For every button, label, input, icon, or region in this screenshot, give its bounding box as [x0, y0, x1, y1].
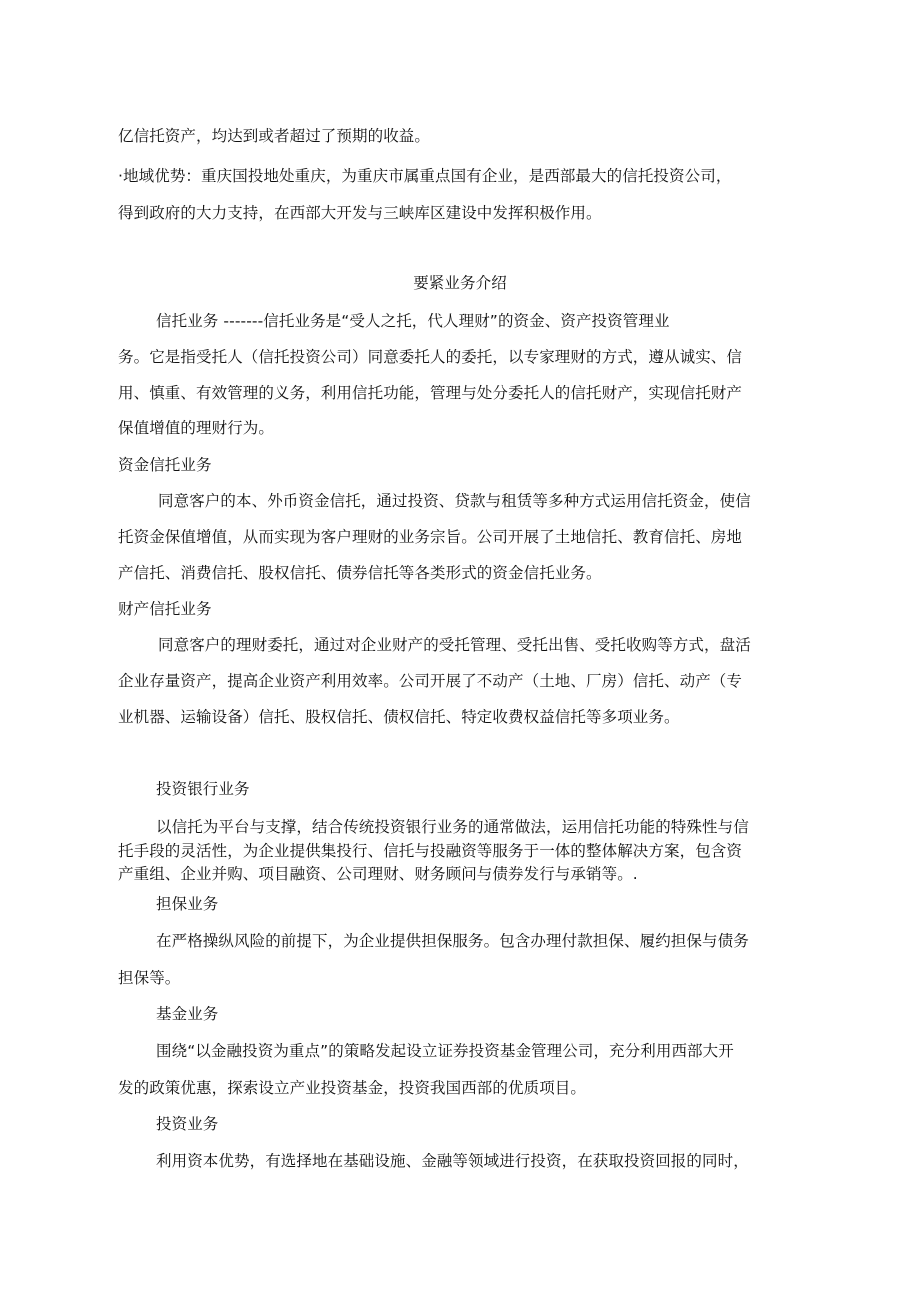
property-trust-line-2: 企业存量资产，提高企业资产利用效率。公司开展了不动产（土地、厂房）信托、动产（专 [118, 672, 743, 690]
fund-trust-line-3: 产信托、消费信托、股权信托、债券信托等各类形式的资金信托业务。 [118, 564, 602, 582]
trust-line-1: 信托业务 -------信托业务是“受人之托，代人理财”的资金、资产投资管理业 [156, 312, 670, 330]
investment-banking-line-2: 托手段的灵活性，为企业提供集投行、信托与投融资等服务于一体的整体解决方案，包含资 [118, 842, 743, 860]
fund-trust-line-2: 托资金保值增值，从而实现为客户理财的业务宗旨。公司开展了土地信托、教育信托、房地 [118, 528, 743, 546]
property-trust-line-1: 同意客户的理财委托，通过对企业财产的受托管理、受托出售、受托收购等方式，盘活 [158, 636, 751, 654]
investment-banking-line-1: 以信托为平台与支撑，结合传统投资银行业务的通常做法，运用信托功能的特殊性与信 [156, 818, 749, 836]
investment-banking-heading: 投资银行业务 [156, 780, 250, 798]
intro-line-1: 亿信托资产，均达到或者超过了预期的收益。 [118, 127, 431, 145]
investment-banking-line-3: 产重组、企业并购、项目融资、公司理财、财务顾问与债券发行与承销等。. [118, 865, 638, 883]
fund-business-heading: 基金业务 [156, 1005, 219, 1023]
intro-line-2: ·地域优势：重庆国投地处重庆，为重庆市属重点国有企业，是西部最大的信托投资公司， [118, 167, 732, 185]
section-title: 要紧业务介绍 [413, 274, 507, 292]
trust-line-3: 用、慎重、有效管理的义务，利用信托功能，管理与处分委托人的信托财产，实现信托财产 [118, 384, 743, 402]
guarantee-line-1: 在严格操纵风险的前提下，为企业提供担保服务。包含办理付款担保、履约担保与债务 [156, 932, 749, 950]
fund-trust-heading: 资金信托业务 [118, 456, 212, 474]
intro-line-3: 得到政府的大力支持，在西部大开发与三峡库区建设中发挥积极作用。 [118, 204, 602, 222]
fund-business-line-2: 发的政策优惠，探索设立产业投资基金，投资我国西部的优质项目。 [118, 1079, 587, 1097]
investment-line-1: 利用资本优势，有选择地在基础设施、金融等领域进行投资，在获取投资回报的同时， [156, 1152, 749, 1170]
property-trust-line-3: 业机器、运输设备）信托、股权信托、债权信托、特定收费权益信托等多项业务。 [118, 708, 680, 726]
guarantee-heading: 担保业务 [156, 895, 219, 913]
fund-business-line-1: 围绕“以金融投资为重点”的策略发起设立证券投资基金管理公司，充分利用西部大开 [156, 1042, 734, 1060]
trust-line-2: 务。它是指受托人（信托投资公司）同意委托人的委托，以专家理财的方式，遵从诚实、信 [118, 348, 743, 366]
investment-heading: 投资业务 [156, 1115, 219, 1133]
property-trust-heading: 财产信托业务 [118, 600, 212, 618]
trust-line-4: 保值增值的理财行为。 [118, 419, 275, 437]
fund-trust-line-1: 同意客户的本、外币资金信托，通过投资、贷款与租赁等多种方式运用信托资金，使信 [158, 492, 751, 510]
guarantee-line-2: 担保等。 [118, 969, 181, 987]
